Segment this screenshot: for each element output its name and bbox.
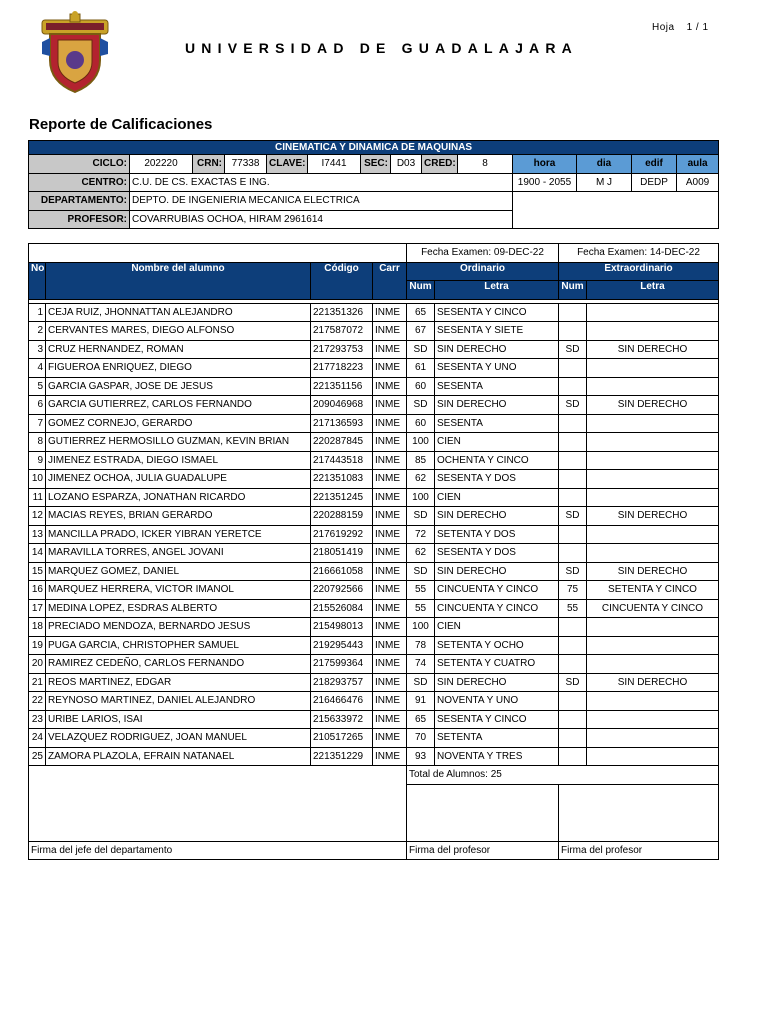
ordinario-letra: SESENTA bbox=[435, 414, 559, 433]
grades-table bbox=[28, 243, 719, 860]
table-row bbox=[29, 488, 719, 507]
extraordinario-letra bbox=[587, 636, 719, 655]
sec-value: D03 bbox=[391, 155, 422, 174]
table-row bbox=[29, 340, 719, 359]
student-name: MARAVILLA TORRES, ANGEL JOVANI bbox=[46, 544, 311, 563]
ordinario-num: 93 bbox=[407, 747, 435, 766]
departamento-value: DEPTO. DE INGENIERIA MECANICA ELECTRICA bbox=[130, 192, 513, 211]
student-code: 217599364 bbox=[311, 655, 373, 674]
student-carr: INME bbox=[373, 470, 407, 489]
student-carr: INME bbox=[373, 303, 407, 322]
extraordinario-letra bbox=[587, 747, 719, 766]
page-number-value: 1 / 1 bbox=[686, 22, 709, 33]
extraordinario-num bbox=[559, 359, 587, 378]
extraordinario-num bbox=[559, 729, 587, 748]
extraordinario-num bbox=[559, 470, 587, 489]
student-name: URIBE LARIOS, ISAI bbox=[46, 710, 311, 729]
page-number bbox=[652, 22, 709, 33]
ordinario-letra: CIEN bbox=[435, 488, 559, 507]
ordinario-letra: SESENTA Y SIETE bbox=[435, 322, 559, 341]
ordinario-num: 60 bbox=[407, 414, 435, 433]
student-carr: INME bbox=[373, 451, 407, 470]
student-carr: INME bbox=[373, 636, 407, 655]
extraordinario-num: 75 bbox=[559, 581, 587, 600]
student-name: MEDINA LOPEZ, ESDRAS ALBERTO bbox=[46, 599, 311, 618]
ordinario-letra: SESENTA Y DOS bbox=[435, 544, 559, 563]
student-name: JIMENEZ ESTRADA, DIEGO ISMAEL bbox=[46, 451, 311, 470]
hora-value: 1900 - 2055 bbox=[513, 173, 577, 192]
ordinario-letra: SETENTA bbox=[435, 729, 559, 748]
extraordinario-num: SD bbox=[559, 562, 587, 581]
ordinario-letra: CINCUENTA Y CINCO bbox=[435, 581, 559, 600]
ordinario-letra: CIEN bbox=[435, 618, 559, 637]
table-row bbox=[29, 359, 719, 378]
student-code: 215526084 bbox=[311, 599, 373, 618]
student-no: 8 bbox=[29, 433, 46, 452]
student-code: 216466476 bbox=[311, 692, 373, 711]
extraordinario-letra bbox=[587, 359, 719, 378]
edif-header: edif bbox=[632, 155, 677, 174]
student-name: GOMEZ CORNEJO, GERARDO bbox=[46, 414, 311, 433]
student-code: 217619292 bbox=[311, 525, 373, 544]
table-row bbox=[29, 377, 719, 396]
table-row bbox=[29, 470, 719, 489]
student-name: MARQUEZ GOMEZ, DANIEL bbox=[46, 562, 311, 581]
student-carr: INME bbox=[373, 729, 407, 748]
table-row bbox=[29, 729, 719, 748]
crn-label: CRN: bbox=[193, 155, 225, 174]
extraordinario-num: SD bbox=[559, 673, 587, 692]
crn-value: 77338 bbox=[225, 155, 267, 174]
student-no: 20 bbox=[29, 655, 46, 674]
student-carr: INME bbox=[373, 673, 407, 692]
ordinario-letra: SIN DERECHO bbox=[435, 507, 559, 526]
aula-header: aula bbox=[677, 155, 719, 174]
table-row bbox=[29, 451, 719, 470]
student-name: GARCIA GUTIERREZ, CARLOS FERNANDO bbox=[46, 396, 311, 415]
student-no: 3 bbox=[29, 340, 46, 359]
ordinario-num: 72 bbox=[407, 525, 435, 544]
student-code: 220287845 bbox=[311, 433, 373, 452]
extraordinario-num: SD bbox=[559, 396, 587, 415]
cred-value: 8 bbox=[458, 155, 513, 174]
course-name: CINEMATICA Y DINAMICA DE MAQUINAS bbox=[29, 141, 719, 155]
student-name: LOZANO ESPARZA, JONATHAN RICARDO bbox=[46, 488, 311, 507]
table-row bbox=[29, 544, 719, 563]
extraordinario-num bbox=[559, 377, 587, 396]
extraordinario-letra bbox=[587, 488, 719, 507]
extraordinario-letra bbox=[587, 433, 719, 452]
student-code: 217136593 bbox=[311, 414, 373, 433]
ordinario-num: 100 bbox=[407, 488, 435, 507]
ordinario-letra: SIN DERECHO bbox=[435, 340, 559, 359]
ordinario-num: 55 bbox=[407, 599, 435, 618]
student-code: 221351245 bbox=[311, 488, 373, 507]
ordinario-num: SD bbox=[407, 673, 435, 692]
student-no: 15 bbox=[29, 562, 46, 581]
ordinario-num: 62 bbox=[407, 544, 435, 563]
table-row bbox=[29, 618, 719, 637]
student-carr: INME bbox=[373, 414, 407, 433]
extraordinario-letra bbox=[587, 618, 719, 637]
table-row bbox=[29, 710, 719, 729]
student-carr: INME bbox=[373, 562, 407, 581]
student-no: 21 bbox=[29, 673, 46, 692]
student-no: 11 bbox=[29, 488, 46, 507]
extraordinario-letra bbox=[587, 303, 719, 322]
ordinario-num: 61 bbox=[407, 359, 435, 378]
total-blank bbox=[29, 766, 407, 842]
aula-value: A009 bbox=[677, 173, 719, 192]
student-carr: INME bbox=[373, 340, 407, 359]
student-code: 220288159 bbox=[311, 507, 373, 526]
firma-profesor-ordinario: Firma del profesor bbox=[407, 841, 559, 860]
ordinario-num: 78 bbox=[407, 636, 435, 655]
ordinario-num: SD bbox=[407, 507, 435, 526]
student-no: 13 bbox=[29, 525, 46, 544]
ordinario-num: 70 bbox=[407, 729, 435, 748]
centro-value: C.U. DE CS. EXACTAS E ING. bbox=[130, 173, 513, 192]
table-row bbox=[29, 747, 719, 766]
table-row bbox=[29, 396, 719, 415]
col-nombre: Nombre del alumno bbox=[46, 262, 311, 299]
extraordinario-num bbox=[559, 692, 587, 711]
student-code: 221351083 bbox=[311, 470, 373, 489]
student-name: CEJA RUIZ, JHONNATTAN ALEJANDRO bbox=[46, 303, 311, 322]
extraordinario-letra bbox=[587, 729, 719, 748]
ordinario-num: SD bbox=[407, 562, 435, 581]
profesor-value: COVARRUBIAS OCHOA, HIRAM 2961614 bbox=[130, 210, 513, 229]
extraordinario-num bbox=[559, 488, 587, 507]
extraordinario-num bbox=[559, 544, 587, 563]
student-name: JIMENEZ OCHOA, JULIA GUADALUPE bbox=[46, 470, 311, 489]
sec-label: SEC: bbox=[361, 155, 391, 174]
student-no: 19 bbox=[29, 636, 46, 655]
student-no: 18 bbox=[29, 618, 46, 637]
table-row bbox=[29, 414, 719, 433]
ordinario-num: 91 bbox=[407, 692, 435, 711]
student-no: 16 bbox=[29, 581, 46, 600]
ciclo-value: 202220 bbox=[130, 155, 193, 174]
extraordinario-num bbox=[559, 322, 587, 341]
extraordinario-num: SD bbox=[559, 507, 587, 526]
student-code: 216661058 bbox=[311, 562, 373, 581]
table-row bbox=[29, 581, 719, 600]
ordinario-num: 55 bbox=[407, 581, 435, 600]
extraordinario-letra bbox=[587, 710, 719, 729]
centro-label: CENTRO: bbox=[29, 173, 130, 192]
student-no: 1 bbox=[29, 303, 46, 322]
ordinario-letra: SIN DERECHO bbox=[435, 673, 559, 692]
ordinario-letra: SESENTA Y CINCO bbox=[435, 710, 559, 729]
student-carr: INME bbox=[373, 618, 407, 637]
table-row bbox=[29, 303, 719, 322]
student-name: MANCILLA PRADO, ICKER YIBRAN YERETCE bbox=[46, 525, 311, 544]
ordinario-num: 67 bbox=[407, 322, 435, 341]
extraordinario-letra bbox=[587, 470, 719, 489]
student-code: 215498013 bbox=[311, 618, 373, 637]
table-row bbox=[29, 433, 719, 452]
extraordinario-letra: SIN DERECHO bbox=[587, 340, 719, 359]
report-title: Reporte de Calificaciones bbox=[29, 116, 213, 133]
clave-label: CLAVE: bbox=[267, 155, 308, 174]
schedule-blank-cell bbox=[513, 192, 719, 229]
student-code: 215633972 bbox=[311, 710, 373, 729]
ordinario-num: 85 bbox=[407, 451, 435, 470]
extraordinario-letra: CINCUENTA Y CINCO bbox=[587, 599, 719, 618]
col-carr: Carr bbox=[373, 262, 407, 299]
student-carr: INME bbox=[373, 747, 407, 766]
ordinario-letra: SETENTA Y OCHO bbox=[435, 636, 559, 655]
col-ordinario: Ordinario bbox=[407, 262, 559, 281]
student-name: GARCIA GASPAR, JOSE DE JESUS bbox=[46, 377, 311, 396]
student-name: MACIAS REYES, BRIAN GERARDO bbox=[46, 507, 311, 526]
table-row bbox=[29, 507, 719, 526]
student-carr: INME bbox=[373, 377, 407, 396]
student-name: PRECIADO MENDOZA, BERNARDO JESUS bbox=[46, 618, 311, 637]
student-no: 2 bbox=[29, 322, 46, 341]
student-carr: INME bbox=[373, 525, 407, 544]
table-row bbox=[29, 322, 719, 341]
hora-header: hora bbox=[513, 155, 577, 174]
student-carr: INME bbox=[373, 544, 407, 563]
ordinario-num: 62 bbox=[407, 470, 435, 489]
ordinario-letra: SIN DERECHO bbox=[435, 396, 559, 415]
extraordinario-num bbox=[559, 636, 587, 655]
page-number-label: Hoja bbox=[652, 22, 675, 33]
ordinario-letra: SETENTA Y DOS bbox=[435, 525, 559, 544]
extraordinario-num bbox=[559, 747, 587, 766]
profesor-label: PROFESOR: bbox=[29, 210, 130, 229]
student-no: 12 bbox=[29, 507, 46, 526]
student-name: CRUZ HERNANDEZ, ROMAN bbox=[46, 340, 311, 359]
exam-date-blank bbox=[29, 244, 407, 263]
table-row bbox=[29, 692, 719, 711]
student-name: ZAMORA PLAZOLA, EFRAIN NATANAEL bbox=[46, 747, 311, 766]
student-name: CERVANTES MARES, DIEGO ALFONSO bbox=[46, 322, 311, 341]
extraordinario-signature-space bbox=[559, 784, 719, 841]
extraordinario-exam-date: Fecha Examen: 14-DEC-22 bbox=[559, 244, 719, 263]
student-carr: INME bbox=[373, 322, 407, 341]
firma-jefe: Firma del jefe del departamento bbox=[29, 841, 407, 860]
extraordinario-letra bbox=[587, 414, 719, 433]
extraordinario-num bbox=[559, 414, 587, 433]
student-code: 221351229 bbox=[311, 747, 373, 766]
departamento-label: DEPARTAMENTO: bbox=[29, 192, 130, 211]
extraordinario-num bbox=[559, 655, 587, 674]
student-code: 217587072 bbox=[311, 322, 373, 341]
ordinario-num: 60 bbox=[407, 377, 435, 396]
student-code: 218293757 bbox=[311, 673, 373, 692]
student-name: FIGUEROA ENRIQUEZ, DIEGO bbox=[46, 359, 311, 378]
table-row bbox=[29, 655, 719, 674]
extraordinario-letra bbox=[587, 322, 719, 341]
total-alumnos: Total de Alumnos: 25 bbox=[407, 766, 719, 785]
ordinario-letra: SESENTA Y UNO bbox=[435, 359, 559, 378]
student-carr: INME bbox=[373, 581, 407, 600]
student-no: 4 bbox=[29, 359, 46, 378]
table-row bbox=[29, 673, 719, 692]
col-no: No bbox=[29, 262, 46, 299]
student-code: 220792566 bbox=[311, 581, 373, 600]
extraordinario-num bbox=[559, 710, 587, 729]
student-no: 24 bbox=[29, 729, 46, 748]
table-row bbox=[29, 599, 719, 618]
ordinario-num: 65 bbox=[407, 303, 435, 322]
student-rows bbox=[29, 303, 719, 766]
student-no: 25 bbox=[29, 747, 46, 766]
student-no: 17 bbox=[29, 599, 46, 618]
student-code: 217293753 bbox=[311, 340, 373, 359]
ordinario-letra: SESENTA Y CINCO bbox=[435, 303, 559, 322]
student-code: 210517265 bbox=[311, 729, 373, 748]
extraordinario-num bbox=[559, 433, 587, 452]
ordinario-letra: SIN DERECHO bbox=[435, 562, 559, 581]
student-carr: INME bbox=[373, 359, 407, 378]
extraordinario-num bbox=[559, 303, 587, 322]
student-carr: INME bbox=[373, 488, 407, 507]
student-carr: INME bbox=[373, 396, 407, 415]
table-row bbox=[29, 525, 719, 544]
student-name: REOS MARTINEZ, EDGAR bbox=[46, 673, 311, 692]
ordinario-letra: SESENTA Y DOS bbox=[435, 470, 559, 489]
extraordinario-letra: SIN DERECHO bbox=[587, 507, 719, 526]
student-code: 217718223 bbox=[311, 359, 373, 378]
dia-value: M J bbox=[577, 173, 632, 192]
student-no: 6 bbox=[29, 396, 46, 415]
table-row bbox=[29, 562, 719, 581]
student-no: 23 bbox=[29, 710, 46, 729]
ordinario-exam-date: Fecha Examen: 09-DEC-22 bbox=[407, 244, 559, 263]
student-carr: INME bbox=[373, 507, 407, 526]
student-carr: INME bbox=[373, 710, 407, 729]
student-carr: INME bbox=[373, 655, 407, 674]
ordinario-letra: CIEN bbox=[435, 433, 559, 452]
ordinario-letra: NOVENTA Y TRES bbox=[435, 747, 559, 766]
student-code: 221351156 bbox=[311, 377, 373, 396]
extraordinario-num: 55 bbox=[559, 599, 587, 618]
student-no: 9 bbox=[29, 451, 46, 470]
student-no: 5 bbox=[29, 377, 46, 396]
ordinario-num: 100 bbox=[407, 433, 435, 452]
firma-profesor-extraordinario: Firma del profesor bbox=[559, 841, 719, 860]
university-crest-logo bbox=[40, 10, 110, 94]
dia-header: dia bbox=[577, 155, 632, 174]
ciclo-label: CICLO: bbox=[29, 155, 130, 174]
extraordinario-num bbox=[559, 525, 587, 544]
student-no: 14 bbox=[29, 544, 46, 563]
student-no: 22 bbox=[29, 692, 46, 711]
university-name: UNIVERSIDAD DE GUADALAJARA bbox=[185, 40, 578, 56]
edif-value: DEDP bbox=[632, 173, 677, 192]
extraordinario-letra bbox=[587, 525, 719, 544]
student-name: VELAZQUEZ RODRIGUEZ, JOAN MANUEL bbox=[46, 729, 311, 748]
student-code: 219295443 bbox=[311, 636, 373, 655]
student-name: PUGA GARCIA, CHRISTOPHER SAMUEL bbox=[46, 636, 311, 655]
extraordinario-letra bbox=[587, 377, 719, 396]
student-carr: INME bbox=[373, 692, 407, 711]
extraordinario-num bbox=[559, 618, 587, 637]
extraordinario-letra: SETENTA Y CINCO bbox=[587, 581, 719, 600]
student-code: 209046968 bbox=[311, 396, 373, 415]
student-code: 218051419 bbox=[311, 544, 373, 563]
ordinario-letra: OCHENTA Y CINCO bbox=[435, 451, 559, 470]
extraordinario-num: SD bbox=[559, 340, 587, 359]
ordinario-num: SD bbox=[407, 396, 435, 415]
ordinario-letra: CINCUENTA Y CINCO bbox=[435, 599, 559, 618]
ordinario-num: 100 bbox=[407, 618, 435, 637]
student-no: 10 bbox=[29, 470, 46, 489]
clave-value: I7441 bbox=[308, 155, 361, 174]
col-extraordinario: Extraordinario bbox=[559, 262, 719, 281]
col-ext-num: Num bbox=[559, 281, 587, 300]
extraordinario-letra: SIN DERECHO bbox=[587, 673, 719, 692]
extraordinario-letra: SIN DERECHO bbox=[587, 562, 719, 581]
extraordinario-letra bbox=[587, 544, 719, 563]
student-name: RAMIREZ CEDEÑO, CARLOS FERNANDO bbox=[46, 655, 311, 674]
col-ord-num: Num bbox=[407, 281, 435, 300]
student-name: REYNOSO MARTINEZ, DANIEL ALEJANDRO bbox=[46, 692, 311, 711]
extraordinario-num bbox=[559, 451, 587, 470]
ordinario-letra: NOVENTA Y UNO bbox=[435, 692, 559, 711]
student-name: MARQUEZ HERRERA, VICTOR IMANOL bbox=[46, 581, 311, 600]
course-info-table bbox=[28, 140, 719, 229]
col-codigo: Código bbox=[311, 262, 373, 299]
student-code: 221351326 bbox=[311, 303, 373, 322]
col-ord-letra: Letra bbox=[435, 281, 559, 300]
cred-label: CRED: bbox=[422, 155, 458, 174]
ordinario-signature-space bbox=[407, 784, 559, 841]
student-name: GUTIERREZ HERMOSILLO GUZMAN, KEVIN BRIAN bbox=[46, 433, 311, 452]
col-ext-letra: Letra bbox=[587, 281, 719, 300]
student-no: 7 bbox=[29, 414, 46, 433]
ordinario-letra: SESENTA bbox=[435, 377, 559, 396]
ordinario-num: 65 bbox=[407, 710, 435, 729]
student-carr: INME bbox=[373, 433, 407, 452]
student-carr: INME bbox=[373, 599, 407, 618]
table-row bbox=[29, 636, 719, 655]
extraordinario-letra: SIN DERECHO bbox=[587, 396, 719, 415]
ordinario-num: 74 bbox=[407, 655, 435, 674]
extraordinario-letra bbox=[587, 692, 719, 711]
extraordinario-letra bbox=[587, 451, 719, 470]
student-code: 217443518 bbox=[311, 451, 373, 470]
extraordinario-letra bbox=[587, 655, 719, 674]
ordinario-num: SD bbox=[407, 340, 435, 359]
ordinario-letra: SETENTA Y CUATRO bbox=[435, 655, 559, 674]
